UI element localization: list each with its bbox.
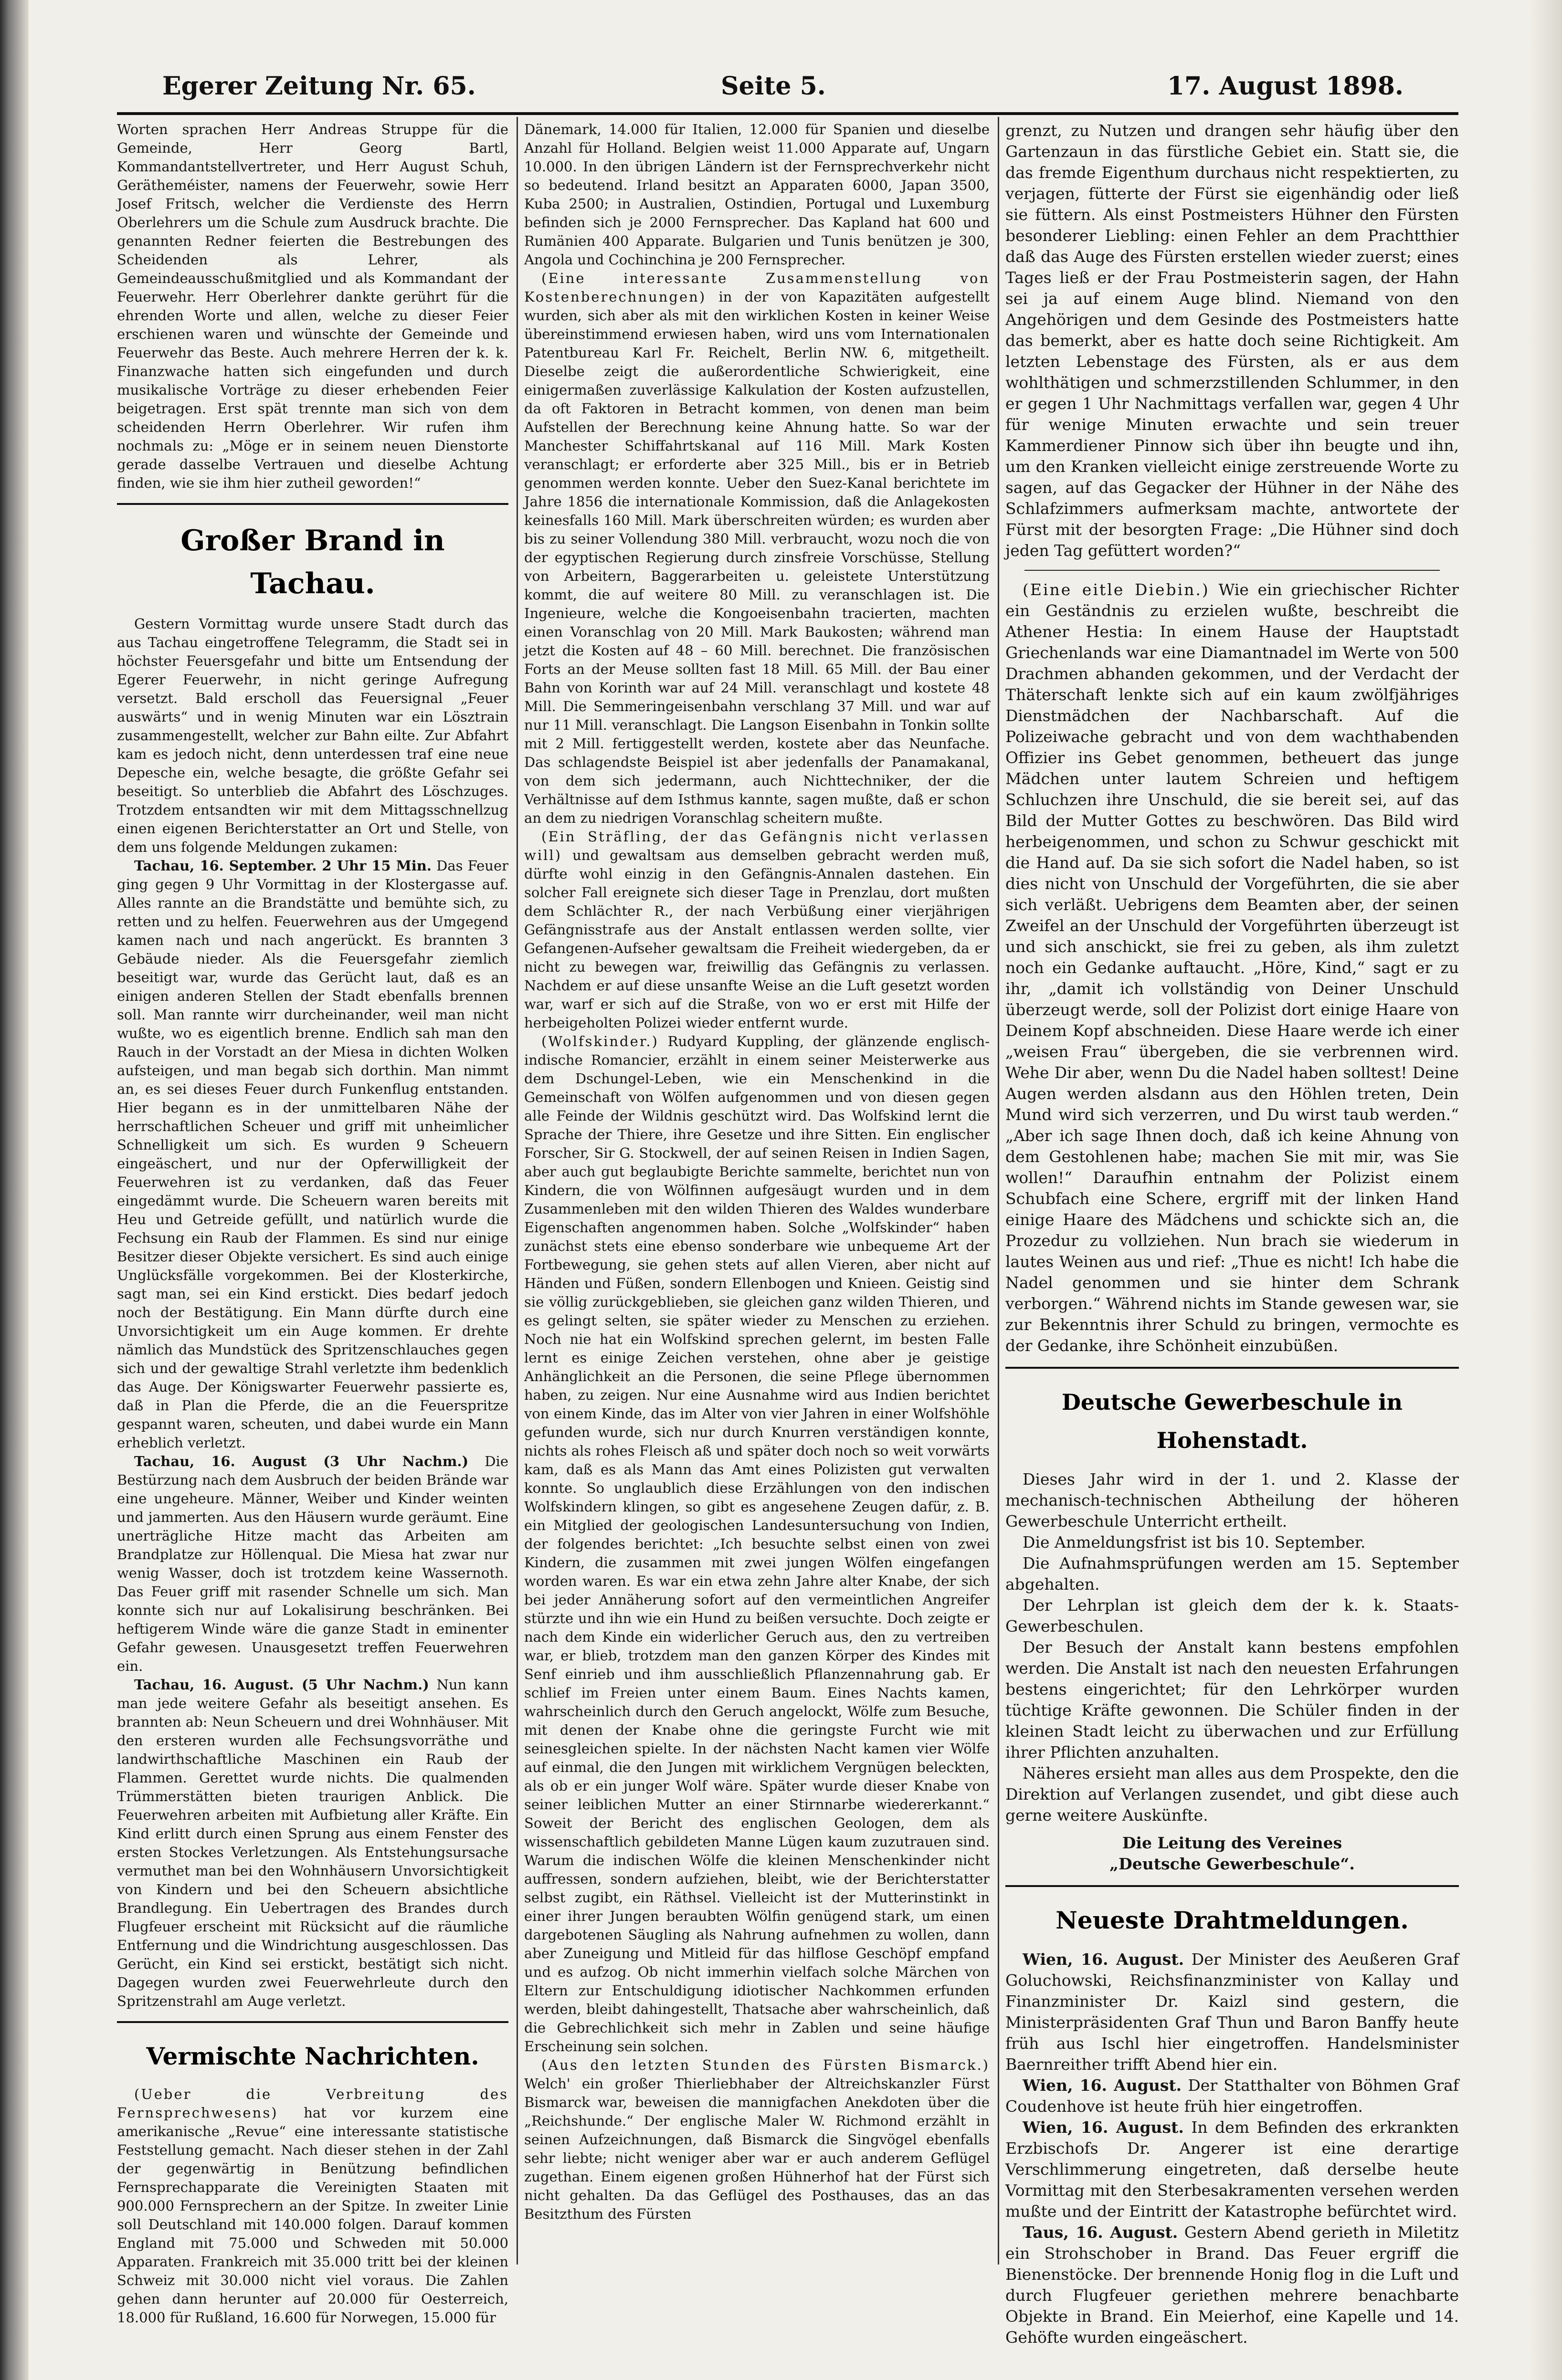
article-paragraph xyxy=(117,2085,508,2327)
article-text: Welch' ein großer Thierliebhaber der Altreichskanzler Fürst Bismarck war, beweisen die mannigfachen Anekdoten über die „Reichshunde.“ Der englische Maler W. Richmond erzählt in seinen Aufzeichnungen, daß Bismarck die Singvögel ebenfalls sehr liebte; nicht weniger aber war er auch anderem Geflügel zugethan. Einem eigenen großen Hühnerhof hat der Fürst sich nicht gehalten. Da das Geflügel des Posthauses, das an das Besitzthum des Fürsten xyxy=(524,2076,990,2222)
article-text: und gewaltsam aus demselben gebracht werden muß, dürfte wohl einzig in den Gefängnis-Annalen dastehen. Ein solcher Fall ereignete sich dieser Tage in Prenzlau, dort mußten dem Schlächter R., der nach Verbüßung einer vierjährigen Gefängnisstrafe aus der Anstalt entlassen werden sollte, vier Gefangenen-Aufseher gewaltsam die Freiheit wiedergeben, da er nicht zu bewegen war, freiwillig das Gefängnis zu verlassen. Nachdem er auf diese unsanfte Weise an die Luft gesetzt worden war, warf er sich auf die Straße, von wo er erst mit Hilfe der herbeigeholten Polizei wieder entfernt wurde. xyxy=(524,847,990,1031)
article-text: Der Lehrplan ist gleich dem der k. k. Staats-Gewerbeschulen. xyxy=(1005,1596,1459,1636)
article-text: grenzt, zu Nutzen und drangen sehr häufig über den Gartenzaun in das fürstliche Gebiet ein. Statt sie, die das fremde Eigenthum durchaus nicht respektierten, zu verjagen, fütterte der Fürst sie eigenhändig oder ließ sie füttern. Als einst Postmeisters Hühner den Fürsten besonderer Liebling: einen Fehler an dem Prachtthier daß das Auge des Fürsten erstellen wieder zuerst; eines Tages ließ er der Frau Postmeisterin sagen, der Hahn sei ja auf einem Auge blind. Niemand von den Angehörigen und dem Gesinde des Postmeisters hatte das bemerkt, aber es hatte doch seine Richtigkeit. Am letzten Lebenstage des Fürsten, als er aus dem wohlthätigen und schmerzstillenden Schlummer, in den er gegen 1 Uhr Nachmittags verfallen war, gegen 4 Uhr für wenige Minuten erwachte und sein treuer Kammerdiener Pinnow sich über ihn beugte und ihn, um den Kranken vielleicht einige zerstreuende Worte zu sagen, auf das Gegacker der Hühner in der Nähe des Schlafzimmers aufmerksam machte, antwortete der Fürst mit der besorgten Frage: „Die Hühner sind doch jeden Tag gefüttert worden?“ xyxy=(1005,121,1459,560)
article-text: Nun kann man jede weitere Gefahr als beseitigt ansehen. Es brannten ab: Neun Scheuern und drei Wohnhäuser. Mit den ersteren wurden alle Fechsungsvorräthe und landwirthschaftliche Maschinen ein Raub der Flammen. Gerettet wurde nichts. Die qualmenden Trümmerstätten bieten traurigen Anblick. Die Feuerwehren arbeiten mit Aufbietung aller Kräfte. Ein Kind erlitt durch einen Sprung aus einem Fenster des ersten Stockes Verletzungen. Als Entstehungsursache vermuthet man bei den Wohnhäusern Unvorsichtigkeit von Kindern und bei den Scheuern absichtliche Brandlegung. Ein Uebertragen des Brandes durch Flugfeuer erscheint mit Rücksicht auf die räumliche Entfernung und die Windrichtung ausgeschlossen. Das Gerücht, ein Kind sei erstickt, bestätigt sich nicht. Dagegen wurden zwei Feuerwehrleute durch den Spritzenstrahl am Auge verletzt. xyxy=(117,1677,508,2009)
header-page-number: Seite 5. xyxy=(721,72,826,101)
article-text: Die Anmeldungsfrist ist bis 10. September. xyxy=(1023,1533,1366,1552)
heading-school: Deutsche Gewerbeschule in Hohenstadt. xyxy=(1061,1389,1403,1453)
article-paragraph xyxy=(1005,2222,1459,2348)
article-text: Gestern Abend gerieth in Miletitz ein Strohschober in Brand. Das Feuer ergriff die Bienenstöcke. Der brennende Honig flog in die Luft und durch Flugfeuer geriethen mehrere benachbarte Objekte in Brand. Ein Meierhof, eine Kapelle und 14. Gehöfte wurden eingeäschert. xyxy=(1005,2223,1459,2347)
article-paragraph xyxy=(524,828,990,1032)
separator xyxy=(1005,1367,1459,1369)
item-title: (Ein Sträfling, der das Gefängnis nicht verlassen will) xyxy=(524,828,990,863)
article-paragraph xyxy=(117,1452,508,1676)
scan-edge-left xyxy=(0,0,29,2380)
article-text: Der Minister des Aeußeren Graf Goluchowski, Reichsfinanzminister von Kallay und Finanzminister Dr. Kaizl sind gestern, die Ministerpräsidenten Graf Thun und Baron Banffy heute früh aus Ischl hier eingetroffen. Handelsminister Baernreither trifft Abend hier ein. xyxy=(1005,1950,1459,2074)
article-text: Dänemark, 14.000 für Italien, 12.000 für Spanien und dieselbe Anzahl für Holland. Belgien weist 11.000 Apparate auf, Ungarn 10.000. In den übrigen Ländern ist der Fernsprechverkehr nicht so bedeutend. Irland besitzt an Apparaten 6000, Japan 3500, Kuba 2500; in Australien, Ostindien, Portugal und Luxemburg befinden sich je 2000 Fernsprecher. Das Kapland hat 600 und Rumänien 400 Apparate. Bulgarien und Tunis benützen je 300, Angola und Cochinchina je 200 Fernsprecher. xyxy=(524,121,990,268)
dateline: Tachau, 16. August. (5 Uhr Nachm.) xyxy=(134,1677,429,1693)
header-newspaper-title: Egerer Zeitung Nr. 65. xyxy=(162,72,476,101)
article-text: Der Besuch der Anstalt kann bestens empfohlen werden. Die Anstalt ist nach den neuesten Erfahrungen bestens eingerichtet; für den Lehrkörper wurden tüchtige Kräfte gewonnen. Die Schüler finden in der kleinen Stadt leicht zu überwachen und zur Erfüllung ihrer Pflichten anzuhalten. xyxy=(1005,1638,1459,1761)
column-divider xyxy=(998,117,999,2265)
header-date: 17. August 1898. xyxy=(1167,72,1404,101)
dateline: Wien, 16. August. xyxy=(1023,2076,1182,2095)
dateline: Tachau, 16. September. 2 Uhr 15 Min. xyxy=(134,858,432,874)
article-paragraph xyxy=(117,857,508,1452)
article-text: Das Feuer ging gegen 9 Uhr Vormittag in der Klostergasse auf. Alles rannte an die Brandstätte und bemühte sich, zu retten und zu helfen. Feuerwehren aus der Umgegend kamen nach und nach angerückt. Es brannten 3 Gebäude nieder. Als die Feuersgefahr ziemlich beseitigt war, wurde das Gerücht laut, daß es an einigen anderen Stellen der Stadt ebenfalls brennen soll. Man rannte wirr durcheinander, weil man nicht wußte, wo es eigentlich brenne. Endlich sah man den Rauch in der Vorstadt an der Miesa in dichten Wolken aufsteigen, und man begab sich dorthin. Man nimmt an, es sei dieses Feuer durch Funkenflug entstanden. Hier begann es in der unmittelbaren Nähe der herrschaftlichen Scheuer und griff mit unheimlicher Schnelligkeit um sich. Es wurden 9 Scheuern eingeäschert, und nur der Opferwilligkeit der Feuerwehren ist zu verdanken, daß das Feuer eingedämmt wurde. Die Scheuern waren bereits mit Heu und Getreide gefüllt, und natürlich wurde die Fechsung ein Raub der Flammen. Es sind nur einige Besitzer dieser Objekte versichert. Es sind auch einige Unglücksfälle vorgekommen. Bei der Klosterkirche, sagt man, sei ein Kind erstickt. Dies bedarf jedoch noch der Bestätigung. Ein Mann dürfte durch eine Unvorsichtigkeit um ein Auge kommen. Er drehte nämlich das Mundstück des Spritzenschlauches gegen sich und der gewaltige Strahl verletzte ihm bedenklich das Auge. Der Königswarter Feuerwehr passierte es, daß in Plan die Pferde, die an die Feuerspritze gespannt waren, scheuten, und dabei wurde ein Mann erheblich verletzt. xyxy=(117,858,509,1451)
article-text: Der Statthalter von Böhmen Graf Coudenhove ist heute früh hier eingetroffen. xyxy=(1005,2076,1459,2116)
signature: „Deutsche Gewerbeschule“. xyxy=(1109,1855,1355,1873)
item-title: (Ueber die Verbreitung des Fernsprechwesens) xyxy=(117,2086,508,2121)
article-text: Worten sprachen Herr Andreas Struppe für die Gemeinde, Herr Georg Bartl, Kommandantstellvertreter, und Herr August Schuh, Gerätheméister, namens der Feuerwehr, sowie Herr Josef Fritsch, welcher die Verdienste des Herrn Oberlehrers um die Schule zum Ausdruck brachte. Die genannten Redner feierten die Bestrebungen des Scheidenden als Lehrer, als Gemeindeausschußmitglied und als Kommandant der Feuerwehr. Herr Oberlehrer dankte gerührt für die ehrenden Worte und allen, welche zu dieser Feier erschienen waren und wünschte der Gemeinde und Feuerwehr das Beste. Auch mehrere Herren der k. k. Finanzwache hatten sich eingefunden und durch musikalische Vorträge zu dieser erhebenden Feier beigetragen. Erst spät trennte man sich von dem scheidenden Herrn Oberlehrer. Wir rufen ihm nochmals zu: „Möge er in seinem neuen Dienstorte gerade dasselbe Vertrauen und dieselbe Achtung finden, wie sie ihm hier zutheil geworden!“ xyxy=(117,121,508,491)
article-paragraph xyxy=(1005,579,1459,1356)
article-text: Wie ein griechischer Richter ein Geständnis zu erzielen wußte, beschreibt die Athener Hestia: In einem Hause der Hauptstadt Griechenlands war eine Diamantnadel im Werte von 500 Drachmen abhanden gekommen, und der Verdacht der Thäterschaft lenkte sich auf ein kaum zwölfjähriges Dienstmädchen der Nachbarschaft. Auf die Polizeiwache gebracht und von dem wachthabenden Offizier ins Gebet genommen, betheuert das junge Mädchen unter lautem Schreien und heftigem Schluchzen ihre Unschuld, die sie bereit sei, auf das Bild der Mutter Gottes zu beschwören. Das Bild wird herbeigenommen, und schon zu Schwur geschickt mit die Hand auf. Da sie sich sofort die Nadel haben, so ist dies nicht von Unschuld der Vorgeführten, die sie aber sich verläßt. Uebrigens dem Beamten aber, der seinen Zweifel an der Unschuld der Vorgeführten überzeugt ist und sich anschickt, sie frei zu geben, als ihm zuletzt noch ein Gedanke auftaucht. „Höre, Kind,“ sagt er zu ihr, „damit ich vollständig von Deiner Unschuld überzeugt werde, soll der Polizist dort einige Haare von Deinem Kopf abschneiden. Diese Haare werde ich einer „weisen Frau“ übergeben, die sie verbrennen wird. Wehe Dir aber, wenn Du die Nadel haben solltest! Deine Augen werden alsdann aus den Höhlen treten, Dein Mund wird sich verzerren, und Du wirst taub werden.“ „Aber ich sage Ihnen doch, daß ich keine Ahnung von dem Gestohlenen habe; machen Sie mit mir, was Sie wollen!“ Daraufhin entnahm der Polizist einem Schubfach eine Schere, ergriff mit der linken Hand einige Haare des Mädchens und schickte sich an, die Prozedur zu vollziehen. Nun brach sie wiederum in lautes Weinen aus und rief: „Thue es nicht! Ich habe die Nadel genommen und sie hinter dem Schrank verborgen.“ Während nichts im Stande gewesen war, sie zur Bekenntnis ihrer Schuld zu bringen, vermochte es der Gedanke, ihre Schönheit einzubüßen. xyxy=(1005,580,1459,1355)
article-paragraph xyxy=(524,1032,990,2056)
separator xyxy=(1005,1885,1459,1887)
item-title: (Eine interessante Zusammenstellung von Kostenberechnungen) xyxy=(524,270,990,305)
dateline: Tachau, 16. August (3 Uhr Nachm.) xyxy=(134,1453,469,1469)
scan-edge-right xyxy=(1529,0,1562,2380)
article-paragraph xyxy=(1005,1949,1459,2075)
heading-news: Neueste Drahtmeldungen. xyxy=(1055,1906,1409,1934)
article-paragraph xyxy=(1005,2117,1459,2222)
separator xyxy=(117,503,508,505)
separator xyxy=(1024,570,1440,571)
article-text: Gestern Vormittag wurde unsere Stadt durch das aus Tachau eingetroffene Telegramm, die Stadt sei in höchster Feuersgefahr und bitte um Entsendung der Egerer Feuerwehr, in nicht geringe Aufregung versetzt. Bald erscholl das Feuersignal „Feuer auswärts“ und in wenig Minuten war ein Lösztrain zusammengestellt, welcher zur Bahn eilte. Zur Abfahrt kam es jedoch nicht, denn unterdessen traf eine neue Depesche ein, welche besagte, die größte Gefahr sei beseitigt. So unterblieb die Abfahrt des Löschzuges. Trotzdem entsandten wir mit dem Mittagsschnellzug einen eigenen Berichterstatter an Ort und Stelle, von dem uns folgende Meldungen zukamen: xyxy=(117,616,508,855)
item-title: (Wolfskinder.) xyxy=(541,1033,659,1049)
column-2 xyxy=(524,120,990,2223)
article-text: hat vor kurzem eine amerikanische „Revue“ eine interessante statistische Feststellung gemacht. Nach dieser stehen in der Zahl der gegenwärtig in Benützung befindlichen Fernsprechapparate die Vereinigten Staaten mit 900.000 Fernsprechern an der Spitze. In zweiter Linie soll Deutschland mit 140.000 folgen. Darauf kommen England mit 75.000 und Schweden mit 50.000 Apparaten. Frankreich mit 35.000 tritt bei der kleinen Schweiz mit 30.000 nicht viel voraus. Die Zahlen gehen dann herunter auf 20.000 für Oesterreich, 18.000 für Rußland, 16.600 für Norwegen, 15.000 für xyxy=(117,2105,508,2326)
column-3 xyxy=(1005,120,1459,2348)
dateline: Wien, 16. August. xyxy=(1023,2118,1184,2137)
article-text: Die Aufnahmsprüfungen werden am 15. September abgehalten. xyxy=(1005,1554,1459,1594)
article-text: Die Bestürzung nach dem Ausbruch der beiden Brände war eine ungeheure. Männer, Weiber und Kinder weinten und jammerten. Aus den Häusern wurde geräumt. Eine unerträgliche Hitze macht das Arbeiten am Brandplatze zur Höllenqual. Die Miesa hat zwar nur wenig Wasser, doch ist trotzdem keine Wassernoth. Das Feuer griff mit rasender Schnelle um sich. Man konnte sich nur auf Lokalisirung beschränken. Bei heftigerem Winde wäre die ganze Stadt in eminenter Gefahr gewesen. Unausgesetzt treffen Feuerwehren ein. xyxy=(117,1453,508,1674)
article-paragraph xyxy=(117,1676,508,2011)
article-paragraph xyxy=(1005,2075,1459,2117)
column-divider xyxy=(517,117,518,2265)
heading-misc: Vermischte Nachrichten. xyxy=(146,2042,479,2070)
article-paragraph xyxy=(524,269,990,828)
dateline: Wien, 16. August. xyxy=(1023,1950,1184,1969)
column-1 xyxy=(117,120,508,2327)
item-title: (Aus den letzten Stunden des Fürsten Bismarck.) xyxy=(541,2057,990,2073)
article-paragraph xyxy=(524,2056,990,2223)
header-rule xyxy=(117,112,1458,115)
separator xyxy=(117,2021,508,2023)
article-text: In dem Befinden des erkrankten Erzbischofs Dr. Angerer ist eine derartige Verschlimmerung eingetreten, daß derselbe heute Vormittag mit den Sterbesakramenten versehen werden mußte und der Eintritt der Katastrophe befürchtet wird. xyxy=(1005,2118,1459,2221)
dateline: Taus, 16. August. xyxy=(1023,2223,1178,2242)
item-title: (Eine eitle Diebin.) xyxy=(1023,580,1210,599)
page-header xyxy=(162,72,1404,105)
article-text: Rudyard Kuppling, der glänzende englisch-indische Romancier, erzählt in einem seiner Meisterwerke aus dem Dschungel-Leben, wie ein Menschenkind in die Gemeinschaft von Wölfen aufgenommen und von diesen gegen alle Feinde der Wildnis geschützt wird. Das Wolfskind lernt die Sprache der Thiere, ihre Gesetze und ihre Sitten. Ein englischer Forscher, Sir G. Stockwell, der auf seinen Reisen in Indien Sagen, aber auch gut beglaubigte Berichte sammelte, berichtet nun von Kindern, die von Wölfinnen aufgesäugt wurden und in dem Zusammenleben mit den wilden Thieren des Waldes wunderbare Eigenschaften angenommen haben. Solche „Wolfskinder“ haben zunächst stets eine ebenso sonderbare wie unbequeme Art der Fortbewegung, sie gehen stets auf allen Vieren, aber nicht auf Händen und Füßen, sondern Ellenbogen und Knieen. Geistig sind sie völlig zurückgeblieben, sie gleichen ganz wilden Thieren, und es gelingt selten, sie später wieder zu Menschen zu erziehen. Noch nie hat ein Wolfskind sprechen gelernt, im besten Falle lernt es einige Zeichen verstehen, ohne aber je geistige Anhänglichkeit an die Personen, die seine Pflege übernommen haben, zu zeigen. Nur eine Ausnahme wird aus Indien berichtet von einem Kinde, das im Alter von vier Jahren in einer Wolfshöhle gefunden wurde, sich nur durch Knurren verständigen konnte, nichts als rohes Fleisch aß und später doch noch so weit vorwärts kam, daß es als Mann das Amt eines Polizisten gut verwalten konnte. So unglaublich diese Erzählungen von den indischen Wolfskindern klingen, so gibt es angesehene Zeugen dafür, z. B. ein Mitglied der geologischen Landesuntersuchung von Indien, der folgendes berichtet: „Ich besuchte selbst einen von zwei Kindern, die zusammen mit zwei jungen Wölfen eingefangen worden waren. Es war ein etwa zehn Jahre alter Knabe, der sich bei jeder Annäherung sofort auf den vermeintlichen Angreifer stürzte und ihn wie ein Hund zu beißen versuchte. Doch zeigte er nach dem Kinde ein widerlicher Geruch aus, den zu vertreiben war, er blieb, trotzdem man den ganzen Körper des Kindes mit Senf einrieb und ihm ausschließlich Pflanzennahrung gab. Er schlief im Freien unter einem Baum. Eines Nachts kamen, wahrscheinlich durch den Geruch angelockt, Wölfe zum Besuche, mit denen der Knabe ohne die geringste Furcht wie mit seinesgleichen spielte. In der nächsten Nacht kamen vier Wölfe auf einmal, die den Jungen mit wirklichem Vergnügen beleckten, als ob er ein junger Wolf wäre. Später wurde dieser Knabe von seiner leiblichen Mutter an einer Stirnnarbe wiedererkannt.“ Soweit der Bericht des englischen Geologen, dem als wissenschaftlich gebildeten Manne Lügen kaum zuzutrauen sind. Warum die indischen Wölfe die kleinen Menschenkinder nicht auffressen, sondern aufziehen, bleibt, wie der Berichterstatter selbst zugibt, ein Räthsel. Vielleicht ist der Mutterinstinkt in einer ihrer Jungen beraubten Wölfin genügend stark, um einen dargebotenen Säugling als Nahrung aufnehmen zu wollen, dann aber Zuneigung und Mitleid für das hilflose Geschöpf empfand und es aufzog. Ob nicht immerhin vielfach solche Märchen von Eltern zur Entschuldigung idiotischer Nachkommen erfunden werden, bleibt dahingestellt, Thatsache aber wahrscheinlich, daß die Gebrechlichkeit sich mehr in Zablen und seine häufige Erscheinung sein solchen. xyxy=(524,1033,990,2055)
signature: Die Leitung des Vereines xyxy=(1122,1834,1342,1852)
article-text: in der von Kapazitäten aufgestellt wurden, sich aber als mit den wirklichen Kosten in keiner Weise übereinstimmend erwiesen haben, wird uns vom Internationalen Patentbureau Karl Fr. Reichelt, Berlin NW. 6, mitgetheilt. Dieselbe zeigt die außerordentliche Schwierigkeit, eine einigermaßen zuverlässige Kalkulation der Kosten aufzustellen, da oft Faktoren in Betracht kommen, von denen man beim Aufstellen der Berechnung keine Ahnung hatte. So war der Manchester Schiffahrtskanal auf 116 Mill. Mark Kosten veranschlagt; er erforderte aber 325 Mill., bis er in Betrieb genommen werden konnte. Ueber den Suez-Kanal berichtete im Jahre 1856 die internationale Kommission, daß die Anlagekosten keinesfalls 160 Mill. Mark überschreiten würden; es wurden aber bis zu seiner Vollendung 380 Mill. verbraucht, wozu noch die von der egyptischen Regierung durch zinsfreie Vorschüsse, Stellung von Arbeitern, Baggerarbeiten u. geleistete Unterstützung kommt, die auf weitere 80 Mill. zu veranschlagen ist. Die Ingenieure, welche die Kongoeisenbahn tracierten, machten einen Voranschlag von 20 Mill. Mark Baukosten; während man jetzt die Kosten auf 48 – 60 Mill. berechnet. Die französischen Forts an der Meuse sollten fast 18 Mill. 65 Mill. der Bau einer Bahn von Korinth war auf 24 Mill. veranschlagt und kostete 48 Mill. Die Semmeringeisenbahn verschlang 37 Mill. und war auf nur 11 Mill. veranschlagt. Die Langson Eisenbahn in Tonkin sollte mit 2 Mill. fertiggestellt werden, kostete aber das Neunfache. Das schlagendste Beispiel ist aber jedenfalls der Panamakanal, von dem sich jedermann, auch Nichttechniker, der die Verhältnisse auf dem Isthmus kannte, sagen mußte, daß er schon an dem zu niedrigen Voranschlag scheitern mußte. xyxy=(524,289,990,826)
heading-fire: Großer Brand in Tachau. xyxy=(180,524,445,600)
article-text: Dieses Jahr wird in der 1. und 2. Klasse der mechanisch-technischen Abtheilung der höheren Gewerbeschule Unterricht ertheilt. xyxy=(1005,1470,1459,1531)
article-text: Näheres ersieht man alles aus dem Prospekte, den die Direktion auf Verlangen zusendet, und gibt diese auch gerne weitere Auskünfte. xyxy=(1005,1764,1459,1824)
